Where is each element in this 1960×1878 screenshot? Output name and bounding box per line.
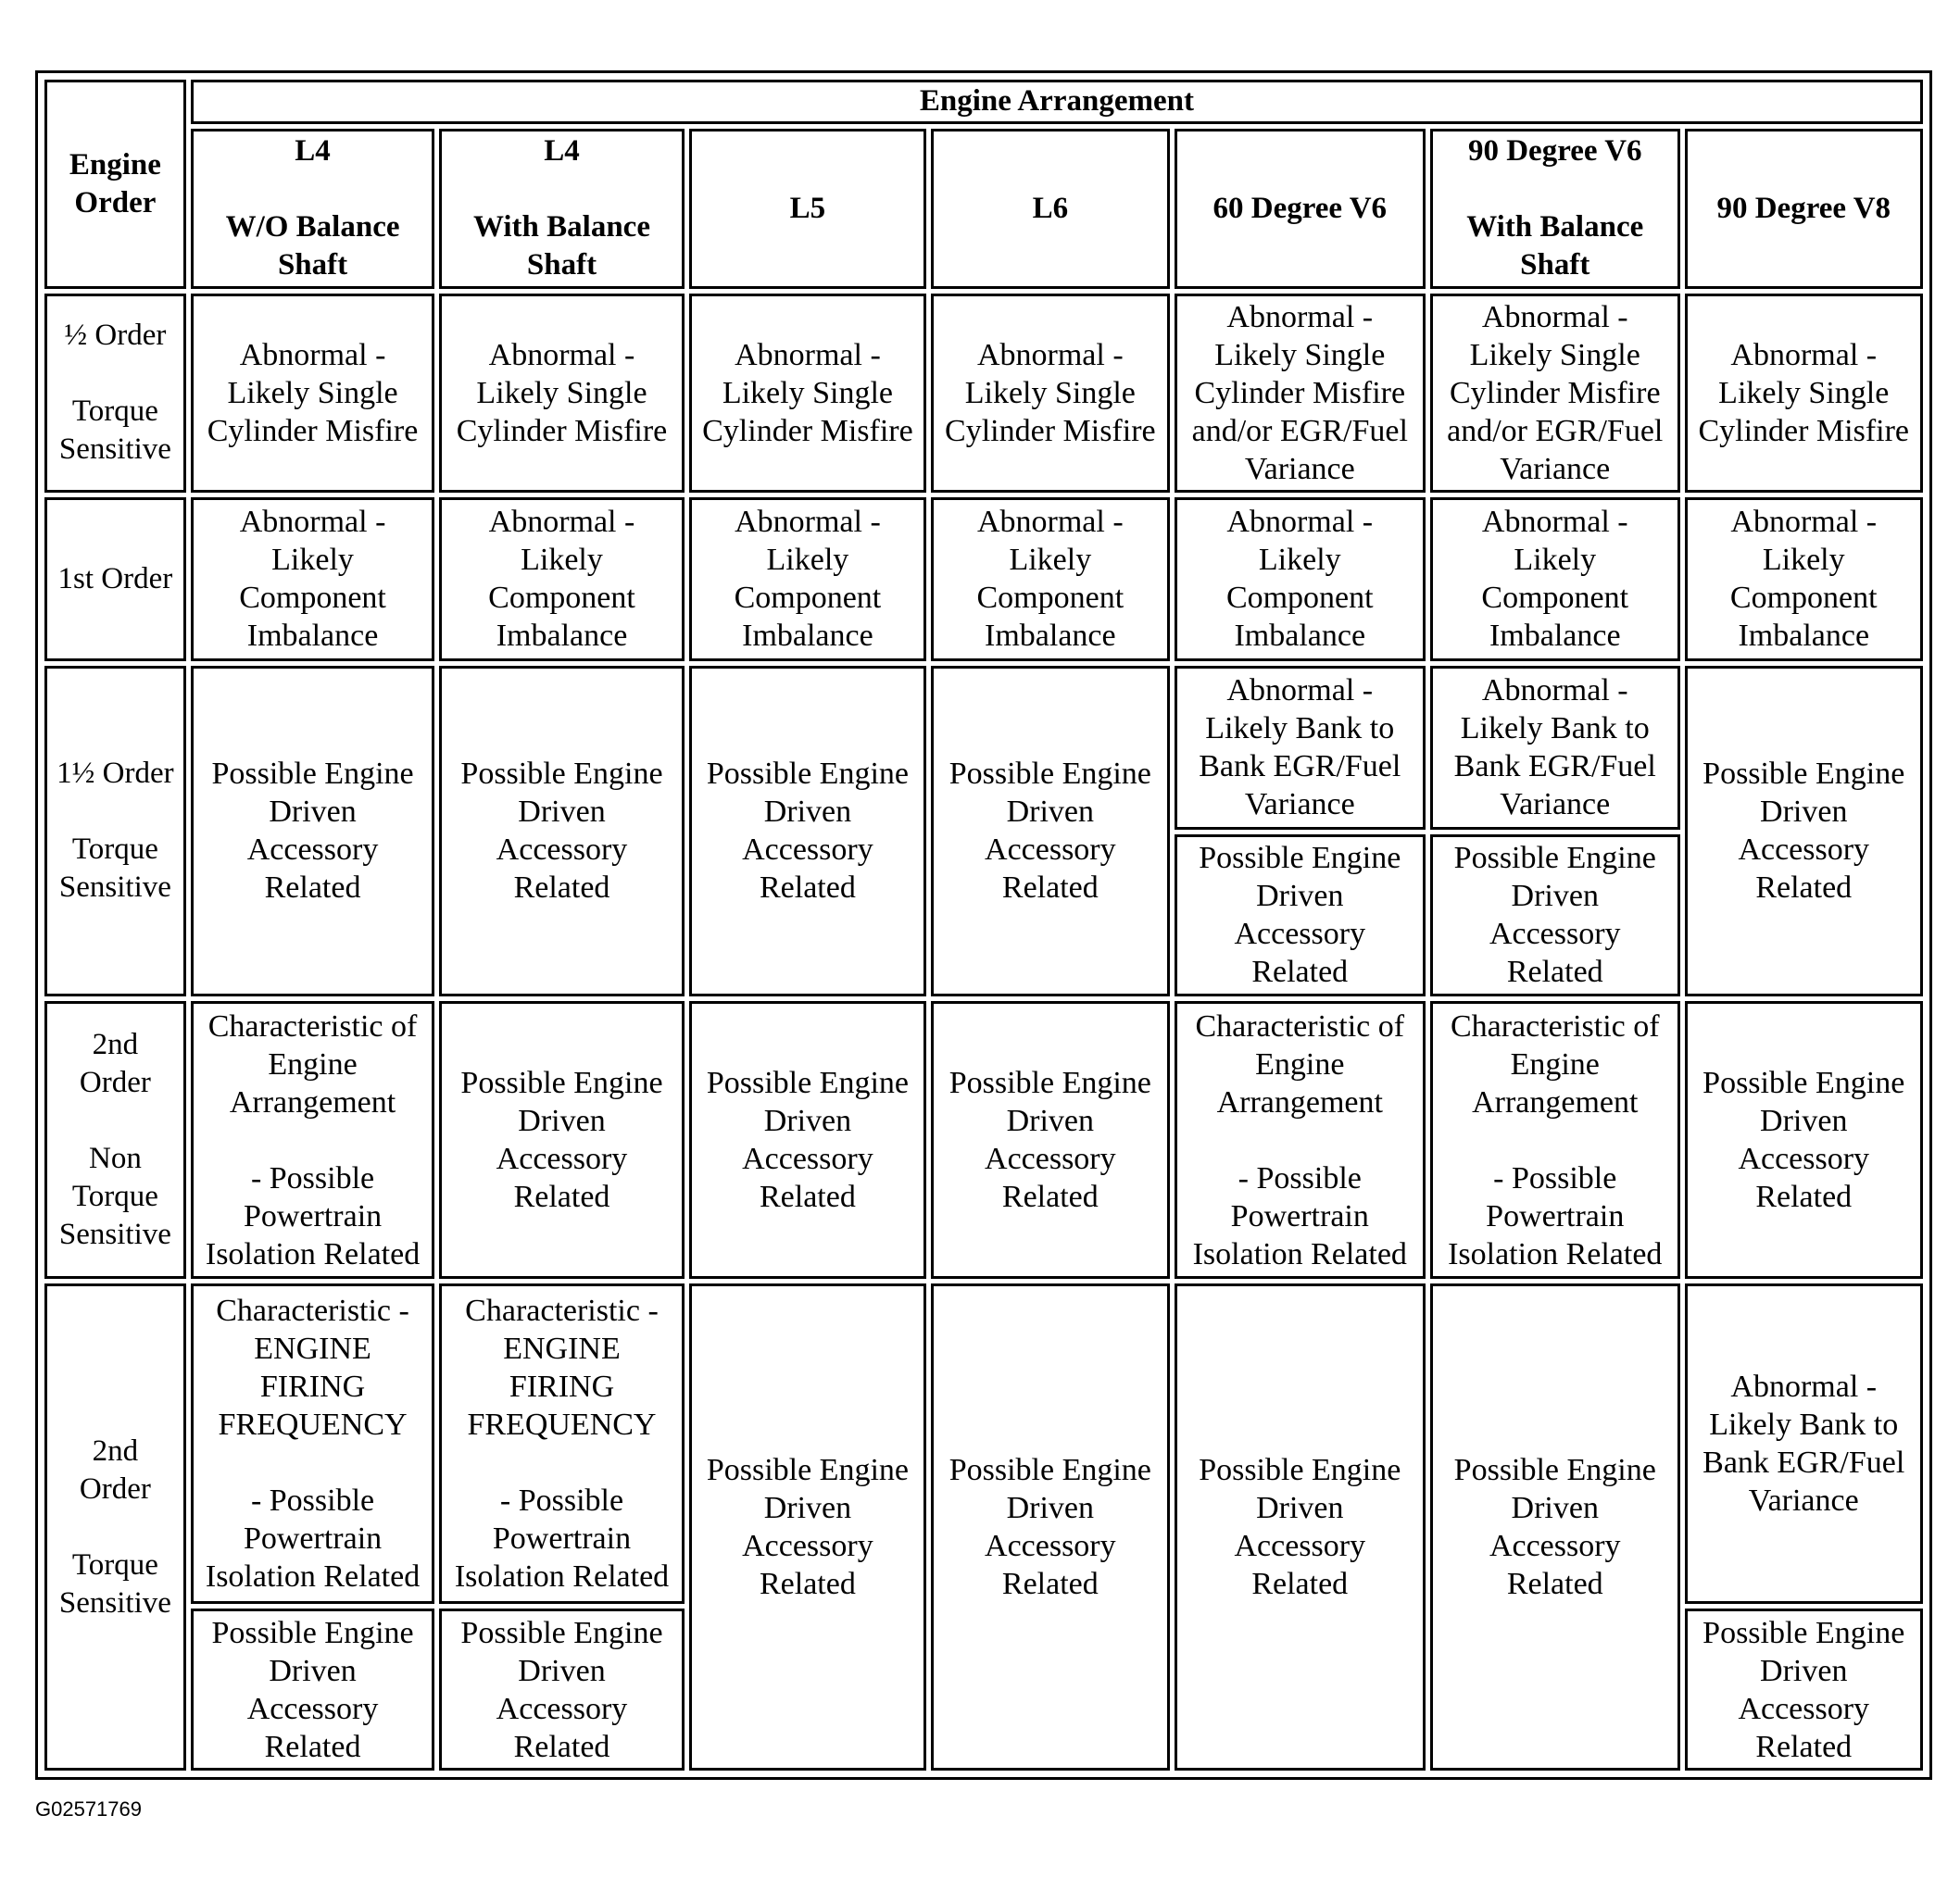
table-cell: Possible Engine Driven Accessory Related: [439, 1609, 684, 1771]
table-cell: Characteristic of Engine Arrangement - Possible Powertrain Isolation Related: [1430, 1001, 1679, 1280]
table-cell: Characteristic - ENGINE FIRING FREQUENCY - Possible Powertrain Isolation Related: [191, 1283, 434, 1604]
table-cell: Abnormal - Likely Component Imbalance: [439, 497, 684, 661]
row-header-second-order-torque: 2nd Order Torque Sensitive: [44, 1283, 186, 1771]
table-cell: Characteristic of Engine Arrangement - Possible Powertrain Isolation Related: [1175, 1001, 1426, 1280]
table-cell: Abnormal - Likely Single Cylinder Misfire: [1685, 294, 1924, 493]
engine-order-table: [40, 75, 1928, 1775]
table-cell: Abnormal - Likely Component Imbalance: [1685, 497, 1924, 661]
corner-header-engine-order: Engine Order: [44, 80, 186, 289]
table-row: [44, 497, 1923, 661]
table-cell: Possible Engine Driven Accessory Related: [1685, 666, 1924, 996]
engine-order-table-frame: [35, 70, 1932, 1780]
table-cell: Abnormal - Likely Component Imbalance: [1430, 497, 1679, 661]
table-cell: Possible Engine Driven Accessory Related: [931, 1001, 1169, 1280]
table-cell: Abnormal - Likely Single Cylinder Misfire and/or EGR/Fuel Variance: [1430, 294, 1679, 493]
row-header-first-order: 1st Order: [44, 497, 186, 661]
table-cell: Abnormal - Likely Component Imbalance: [931, 497, 1169, 661]
table-cell: Abnormal - Likely Bank to Bank EGR/Fuel Variance: [1685, 1283, 1924, 1604]
table-cell: Possible Engine Driven Accessory Related: [689, 666, 926, 996]
table-cell: Abnormal - Likely Component Imbalance: [191, 497, 434, 661]
table-row: [44, 1283, 1923, 1604]
table-cell: Possible Engine Driven Accessory Related: [689, 1283, 926, 1771]
table-cell: Possible Engine Driven Accessory Related: [1175, 834, 1426, 996]
table-cell: Abnormal - Likely Component Imbalance: [1175, 497, 1426, 661]
table-row: [44, 666, 1923, 830]
table-cell: Possible Engine Driven Accessory Related: [439, 1001, 684, 1280]
column-header-l4-with-balance-shaft: L4 With Balance Shaft: [439, 129, 684, 289]
table-cell: Abnormal - Likely Single Cylinder Misfire: [439, 294, 684, 493]
table-cell: Possible Engine Driven Accessory Related: [191, 666, 434, 996]
column-header-l4-without-balance-shaft: L4 W/O Balance Shaft: [191, 129, 434, 289]
column-header-90-degree-v6: 90 Degree V6 With Balance Shaft: [1430, 129, 1679, 289]
column-header-l6: L6: [931, 129, 1169, 289]
table-cell: Possible Engine Driven Accessory Related: [931, 1283, 1169, 1771]
figure-id: G02571769: [35, 1797, 142, 1821]
table-cell: Abnormal - Likely Single Cylinder Misfire: [931, 294, 1169, 493]
table-cell: Characteristic of Engine Arrangement - Possible Powertrain Isolation Related: [191, 1001, 434, 1280]
column-header-l5: L5: [689, 129, 926, 289]
row-header-half-order: ½ Order Torque Sensitive: [44, 294, 186, 493]
table-cell: Abnormal - Likely Single Cylinder Misfire: [689, 294, 926, 493]
table-cell: Abnormal - Likely Component Imbalance: [689, 497, 926, 661]
table-cell: Possible Engine Driven Accessory Related: [1175, 1283, 1426, 1771]
table-cell: Abnormal - Likely Single Cylinder Misfire and/or EGR/Fuel Variance: [1175, 294, 1426, 493]
table-cell: Possible Engine Driven Accessory Related: [689, 1001, 926, 1280]
table-cell: Characteristic - ENGINE FIRING FREQUENCY - Possible Powertrain Isolation Related: [439, 1283, 684, 1604]
column-header-90-degree-v8: 90 Degree V8: [1685, 129, 1924, 289]
table-cell: Possible Engine Driven Accessory Related: [1685, 1609, 1924, 1771]
table-cell: Abnormal - Likely Single Cylinder Misfire: [191, 294, 434, 493]
table-cell: Possible Engine Driven Accessory Related: [1430, 1283, 1679, 1771]
row-header-one-and-half-order: 1½ Order Torque Sensitive: [44, 666, 186, 996]
group-header-engine-arrangement: Engine Arrangement: [191, 80, 1923, 124]
column-header-60-degree-v6: 60 Degree V6: [1175, 129, 1426, 289]
table-cell: Possible Engine Driven Accessory Related: [1430, 834, 1679, 996]
table-cell: Possible Engine Driven Accessory Related: [931, 666, 1169, 996]
table-row: [44, 294, 1923, 493]
table-cell: Possible Engine Driven Accessory Related: [439, 666, 684, 996]
table-cell: Possible Engine Driven Accessory Related: [191, 1609, 434, 1771]
row-header-second-order-non-torque: 2nd Order Non Torque Sensitive: [44, 1001, 186, 1280]
table-cell: Abnormal - Likely Bank to Bank EGR/Fuel Variance: [1175, 666, 1426, 830]
table-row: [44, 1001, 1923, 1280]
table-cell: Abnormal - Likely Bank to Bank EGR/Fuel Variance: [1430, 666, 1679, 830]
table-cell: Possible Engine Driven Accessory Related: [1685, 1001, 1924, 1280]
